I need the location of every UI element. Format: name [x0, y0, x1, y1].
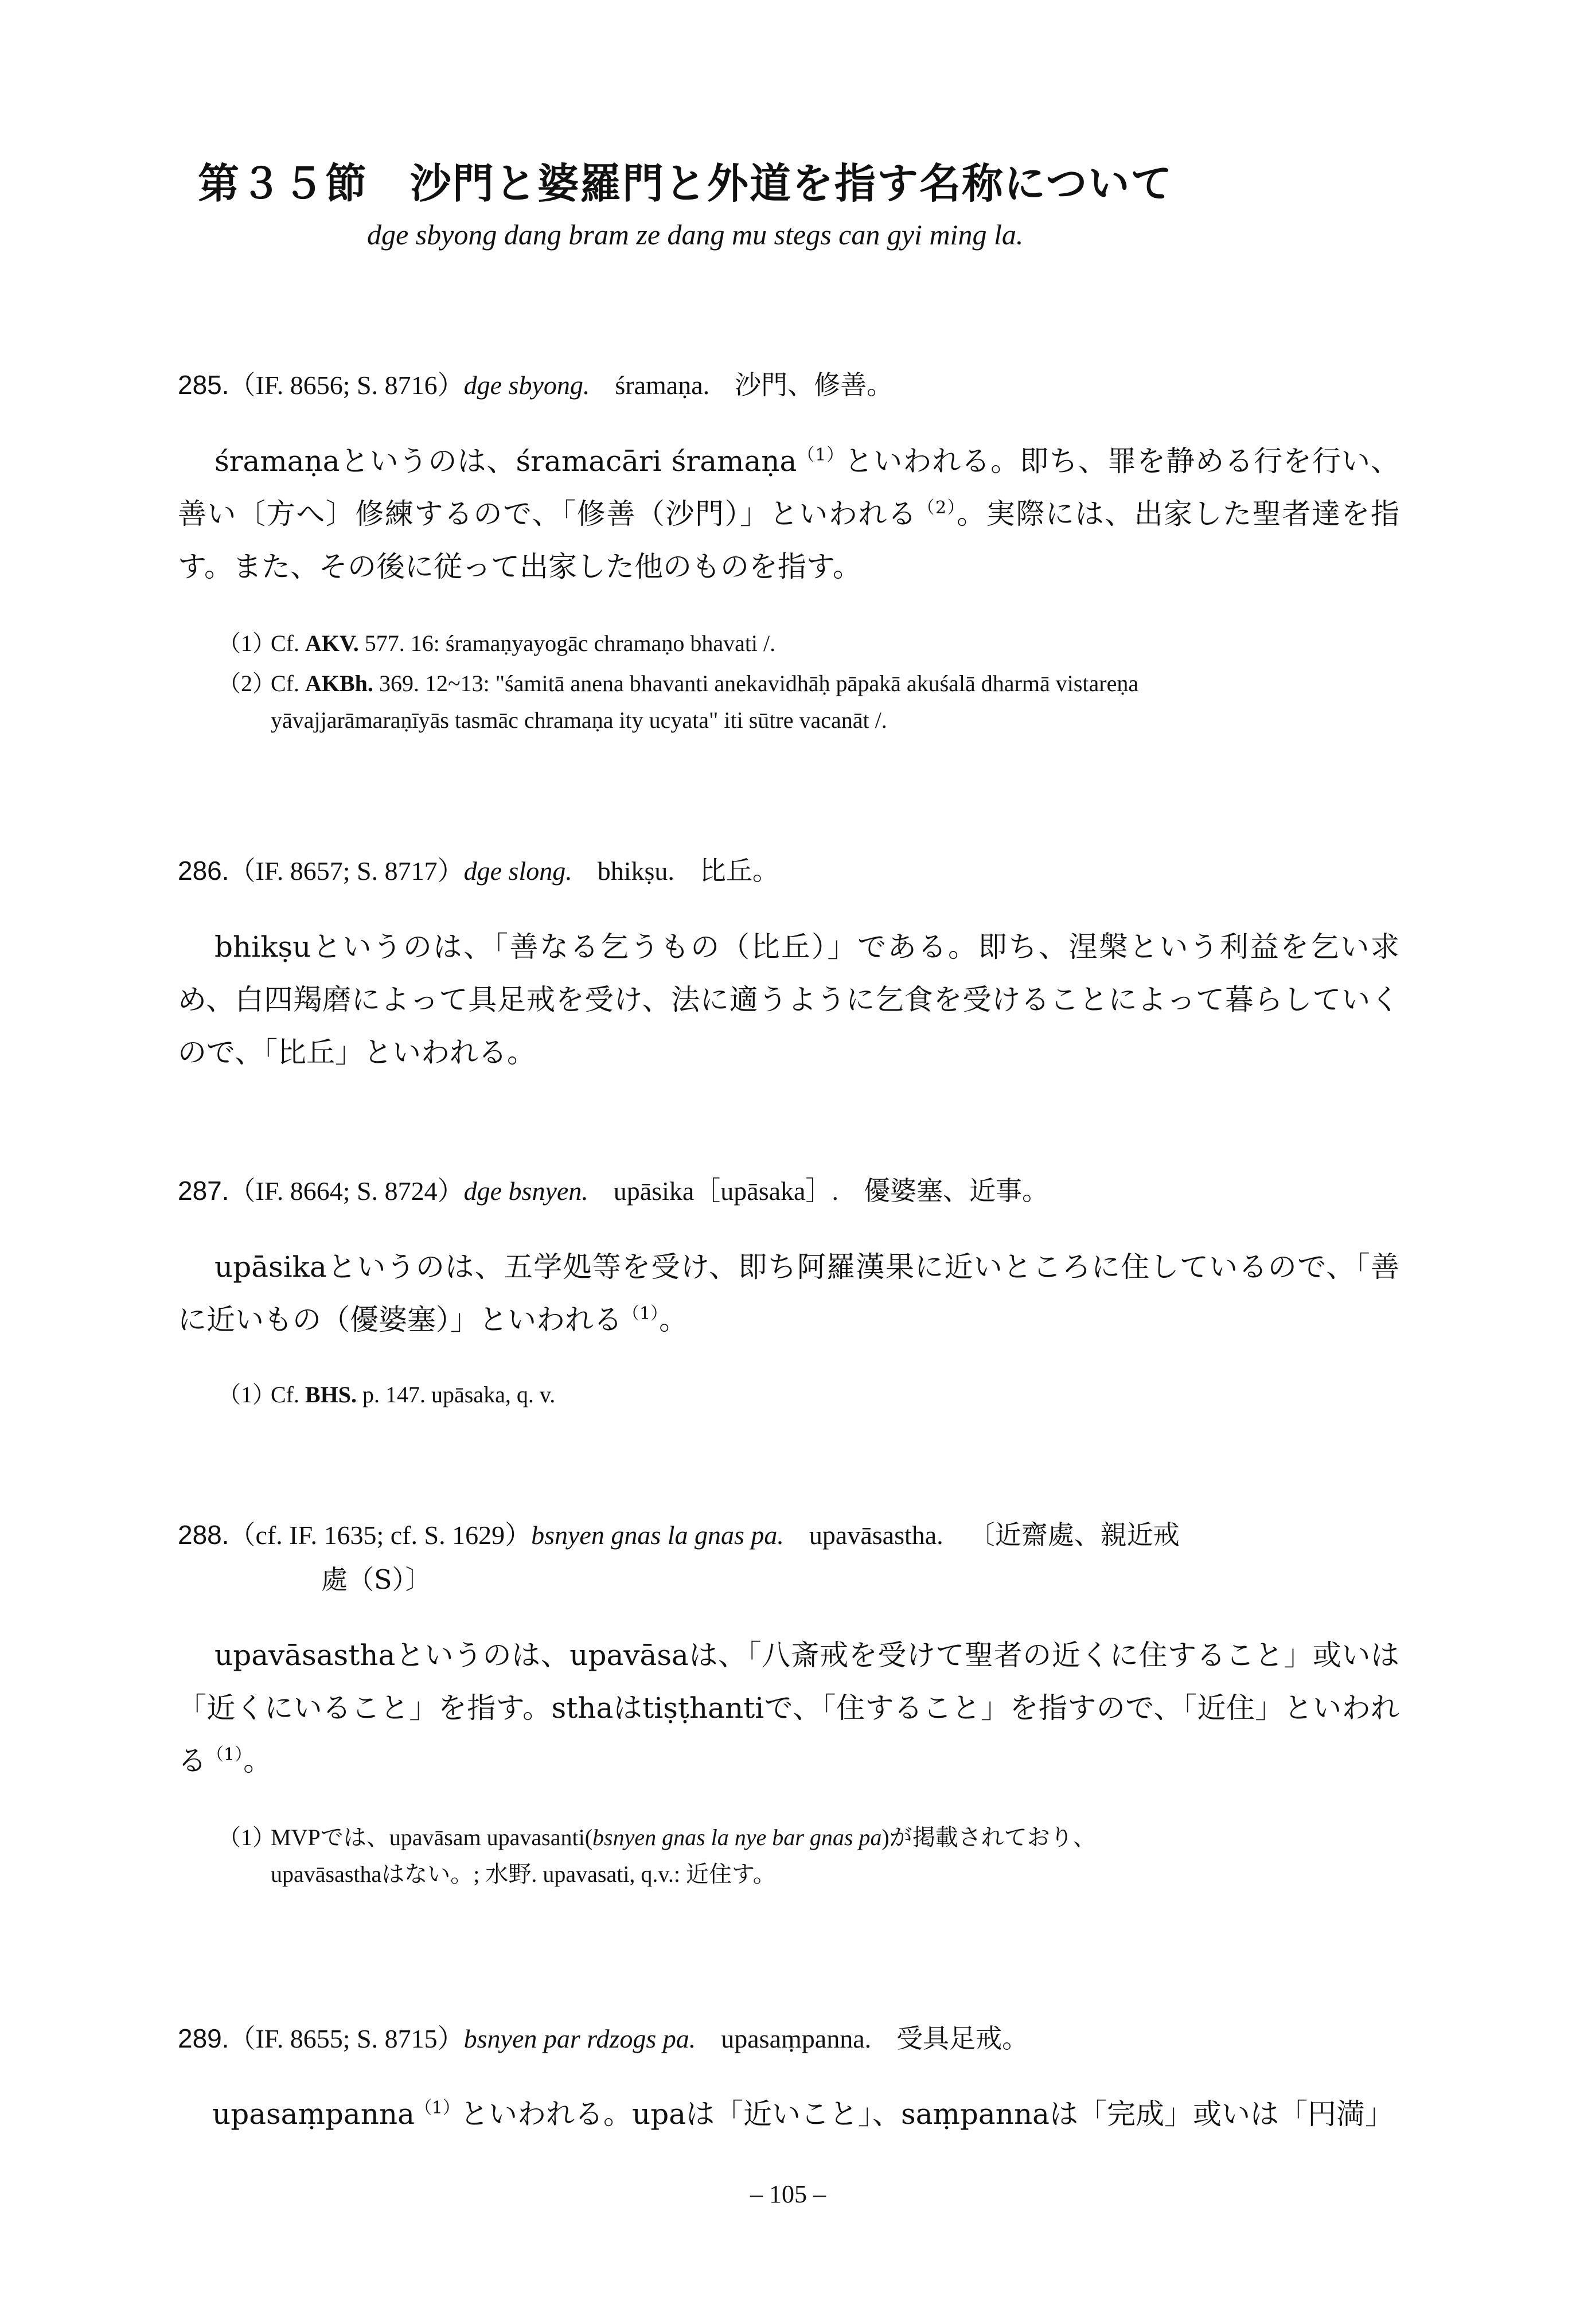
- footnote-285-2: （2）Cf. AKBh. 369. 12~13: "śamitā anena bhavanti anekavidhāḥ pāpakā akuśalā dharmā vistareṇa yāvajjarāmaraṇīyās tasmāc chramaṇa ity ucyata" iti sūtre vacanāt /.: [218, 670, 1139, 733]
- entry-number: 286.: [178, 856, 229, 886]
- entry-gloss: 優婆塞、近事。: [863, 1176, 1048, 1206]
- entry-sanskrit: upāsika［upāsaka］.: [613, 1176, 838, 1206]
- entry-paragraph-288: upavāsasthaというのは、upavāsaは、「八斎戒を受けて聖者の近くに住すること」或いは「近くにいること」を指す。sthaはtiṣṭhantiで、「住すること」を指すので、「近住」といわれる$^{(1)}$。: [178, 1639, 1399, 1777]
- entry-gloss: 沙門、修善。: [735, 371, 894, 400]
- entry-reference: （IF. 8656; S. 8716）: [229, 371, 464, 400]
- entry-paragraph-287: upāsikaというのは、五学処等を受け、即ち阿羅漢果に近いところに住しているので、「善に近いもの（優婆塞）」といわれる$^{(1)}$。: [178, 1250, 1399, 1336]
- entry-gloss: 〔近齋處、親近戒: [968, 1520, 1180, 1550]
- entry-heading-287: [178, 1170, 1048, 1208]
- footnote-287-1: （1）Cf. BHS. p. 147. upāsaka, q. v.: [218, 1382, 556, 1407]
- footnote-288-1: （1）MVPでは、upavāsam upavasanti(bsnyen gnas la nye bar gnas pa)が掲載されており、 upavāsasthaはない。; 水野. upavasati, q.v.: 近住す。: [218, 1824, 1096, 1887]
- entry-reference: （IF. 8657; S. 8717）: [229, 856, 464, 886]
- entry-heading-286: [178, 850, 779, 888]
- entry-tibetan: bsnyen gnas la gnas pa.: [531, 1520, 784, 1550]
- entry-number: 289.: [178, 2023, 229, 2053]
- section-title: 第３５節 沙門と婆羅門と外道を指す名称について: [198, 159, 1173, 208]
- footnote-ref: （1）: [797, 445, 845, 465]
- footnote-ref: （2）: [917, 498, 957, 518]
- entry-heading-288: [178, 1514, 1180, 1552]
- page-number: – 105 –: [750, 2180, 826, 2208]
- entry-tibetan: dge bsnyen.: [463, 1176, 588, 1206]
- entry-paragraph-286: bhikṣuというのは、「善なる乞うもの（比丘）」である。即ち、涅槃という利益を乞い求め、白四羯磨によって具足戒を受け、法に適うように乞食を受けることによって暮らしていくので、「比丘」といわれる。: [178, 930, 1399, 1069]
- entry-gloss: 比丘。: [699, 856, 779, 886]
- entry-heading-289: [178, 2018, 1028, 2056]
- entry-sanskrit: bhikṣu.: [597, 856, 674, 886]
- entry-reference: （IF. 8655; S. 8715）: [229, 2024, 464, 2053]
- entry-number: 288.: [178, 1520, 229, 1550]
- entry-tibetan: bsnyen par rdzogs pa.: [463, 2024, 696, 2053]
- section-subtitle: dge sbyong dang bram ze dang mu stegs can gyi ming la.: [367, 219, 1024, 251]
- entry-sanskrit: upasaṃpanna.: [721, 2024, 872, 2053]
- entry-sanskrit: upavāsastha.: [809, 1520, 943, 1550]
- entry-sanskrit: śramaṇa.: [615, 371, 710, 400]
- entry-number: 287.: [178, 1176, 229, 1206]
- footnote-ref: （1）: [414, 2098, 461, 2118]
- footnote-285-1: （1）Cf. AKV. 577. 16: śramaṇyayogāc chramaṇo bhavati /.: [218, 630, 776, 656]
- footnote-ref: （1）: [622, 1304, 660, 1324]
- entry-tibetan: dge slong.: [463, 856, 572, 886]
- entry-paragraph-285: śramaṇaというのは、śramacāri śramaṇa$^{(1)}$といわれる。即ち、罪を静める行を行い、善い〔方へ〕修練するので、「修善（沙門）」といわれる$^{(2)}$。実際には、出家した聖者達を指す。また、その後に従って出家した他のものを指す。: [178, 444, 1400, 583]
- entry-heading-285: [178, 364, 893, 402]
- entry-reference: （IF. 8664; S. 8724）: [229, 1176, 464, 1206]
- entry-gloss-continuation: 處（S）〕: [321, 1564, 432, 1595]
- footnote-ref: （1）: [206, 1745, 244, 1765]
- entry-gloss: 受具足戒。: [896, 2024, 1029, 2053]
- entry-reference: （cf. IF. 1635; cf. S. 1629）: [229, 1520, 532, 1550]
- entry-tibetan: dge sbyong.: [463, 371, 590, 400]
- entry-number: 285.: [178, 370, 229, 400]
- entry-paragraph-289: upasaṃpanna$^{(1)}$といわれる。upaは「近いこと」、saṃpannaは「完成」或いは「円満」: [212, 2097, 1394, 2131]
